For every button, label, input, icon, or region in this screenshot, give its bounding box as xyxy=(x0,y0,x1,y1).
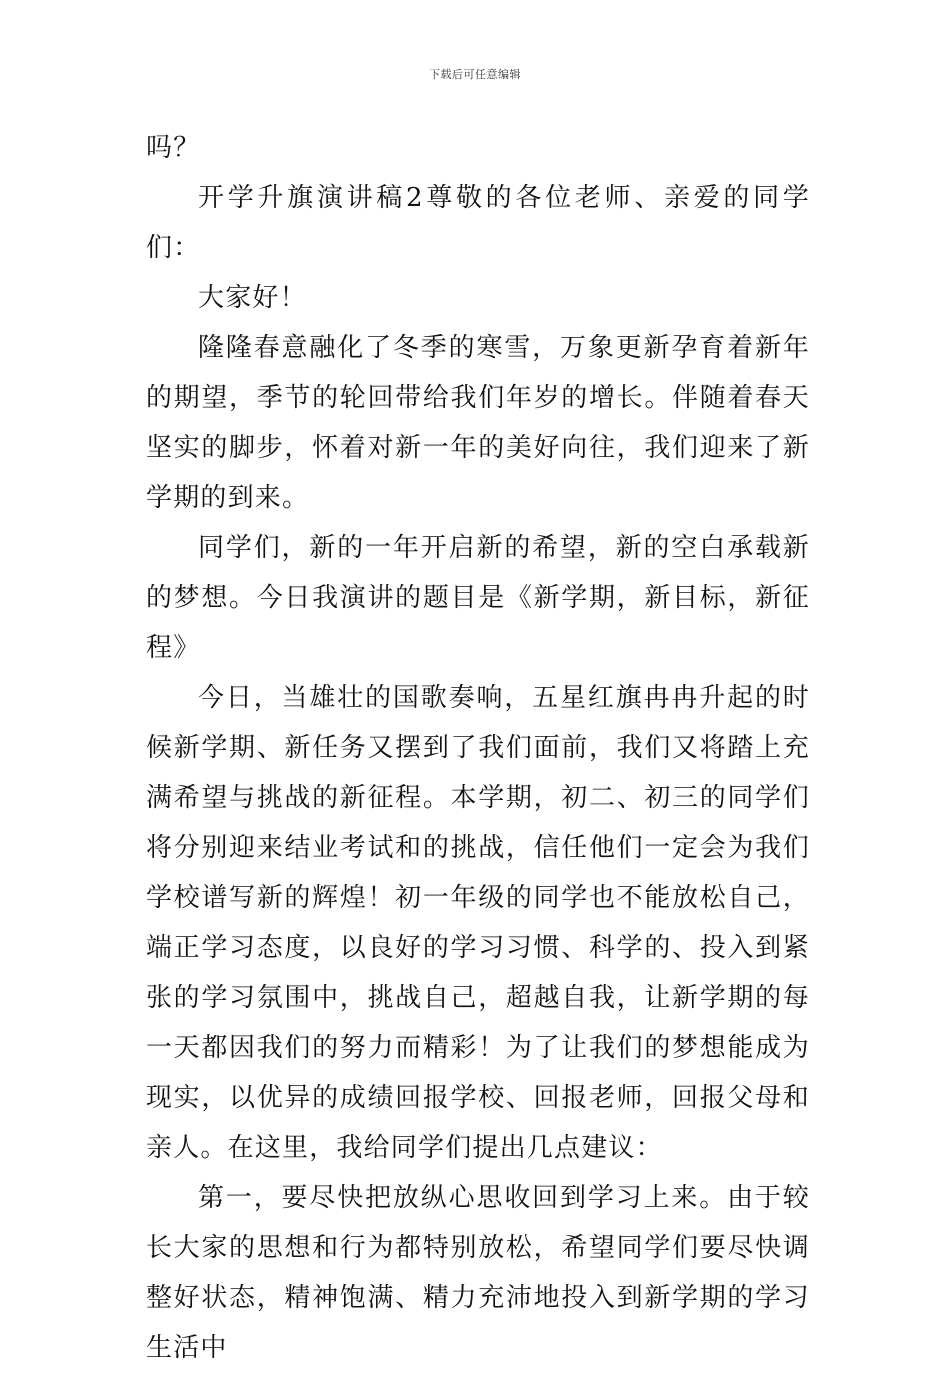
paragraph-suggestion-one: 第一，要尽快把放纵心思收回到学习上来。由于较长大家的思想和行为都特别放松，希望同学们要尽快调整好状态，精神饱满、精力充沛地投入到新学期的学习生活中 xyxy=(146,1183,810,1363)
paragraph-speech-topic: 同学们，新的一年开启新的希望，新的空白承载新的梦想。今日我演讲的题目是《新学期，新目标，新征程》 xyxy=(146,533,810,663)
paragraph-title-greeting: 开学升旗演讲稿2尊敬的各位老师、亲爱的同学们： xyxy=(146,183,810,263)
paragraph-hello: 大家好！ xyxy=(198,283,307,313)
document-body xyxy=(146,123,810,1373)
page-header: 下载后可任意编辑 xyxy=(429,68,521,81)
paragraph-spring: 隆隆春意融化了冬季的寒雪，万象更新孕育着新年的期望，季节的轮回带给我们年岁的增长。伴随着春天坚实的脚步，怀着对新一年的美好向往，我们迎来了新学期的到来。 xyxy=(146,333,810,513)
paragraph-new-semester: 今日，当雄壮的国歌奏响，五星红旗冉冉升起的时候新学期、新任务又摆到了我们面前，我们又将踏上充满希望与挑战的新征程。本学期，初二、初三的同学们将分别迎来结业考试和的挑战，信任他们一定会为我们学校谱写新的辉煌！初一年级的同学也不能放松自己，端正学习态度，以良好的学习习惯、科学的、投入到紧张的学习氛围中，挑战自己，超越自我，让新学期的每一天都因我们的努力而精彩！为了让我们的梦想能成为现实，以优异的成绩回报学校、回报老师，回报父母和亲人。在这里，我给同学们提出几点建议： xyxy=(146,683,810,1163)
paragraph-continuation: 吗？ xyxy=(146,133,201,163)
